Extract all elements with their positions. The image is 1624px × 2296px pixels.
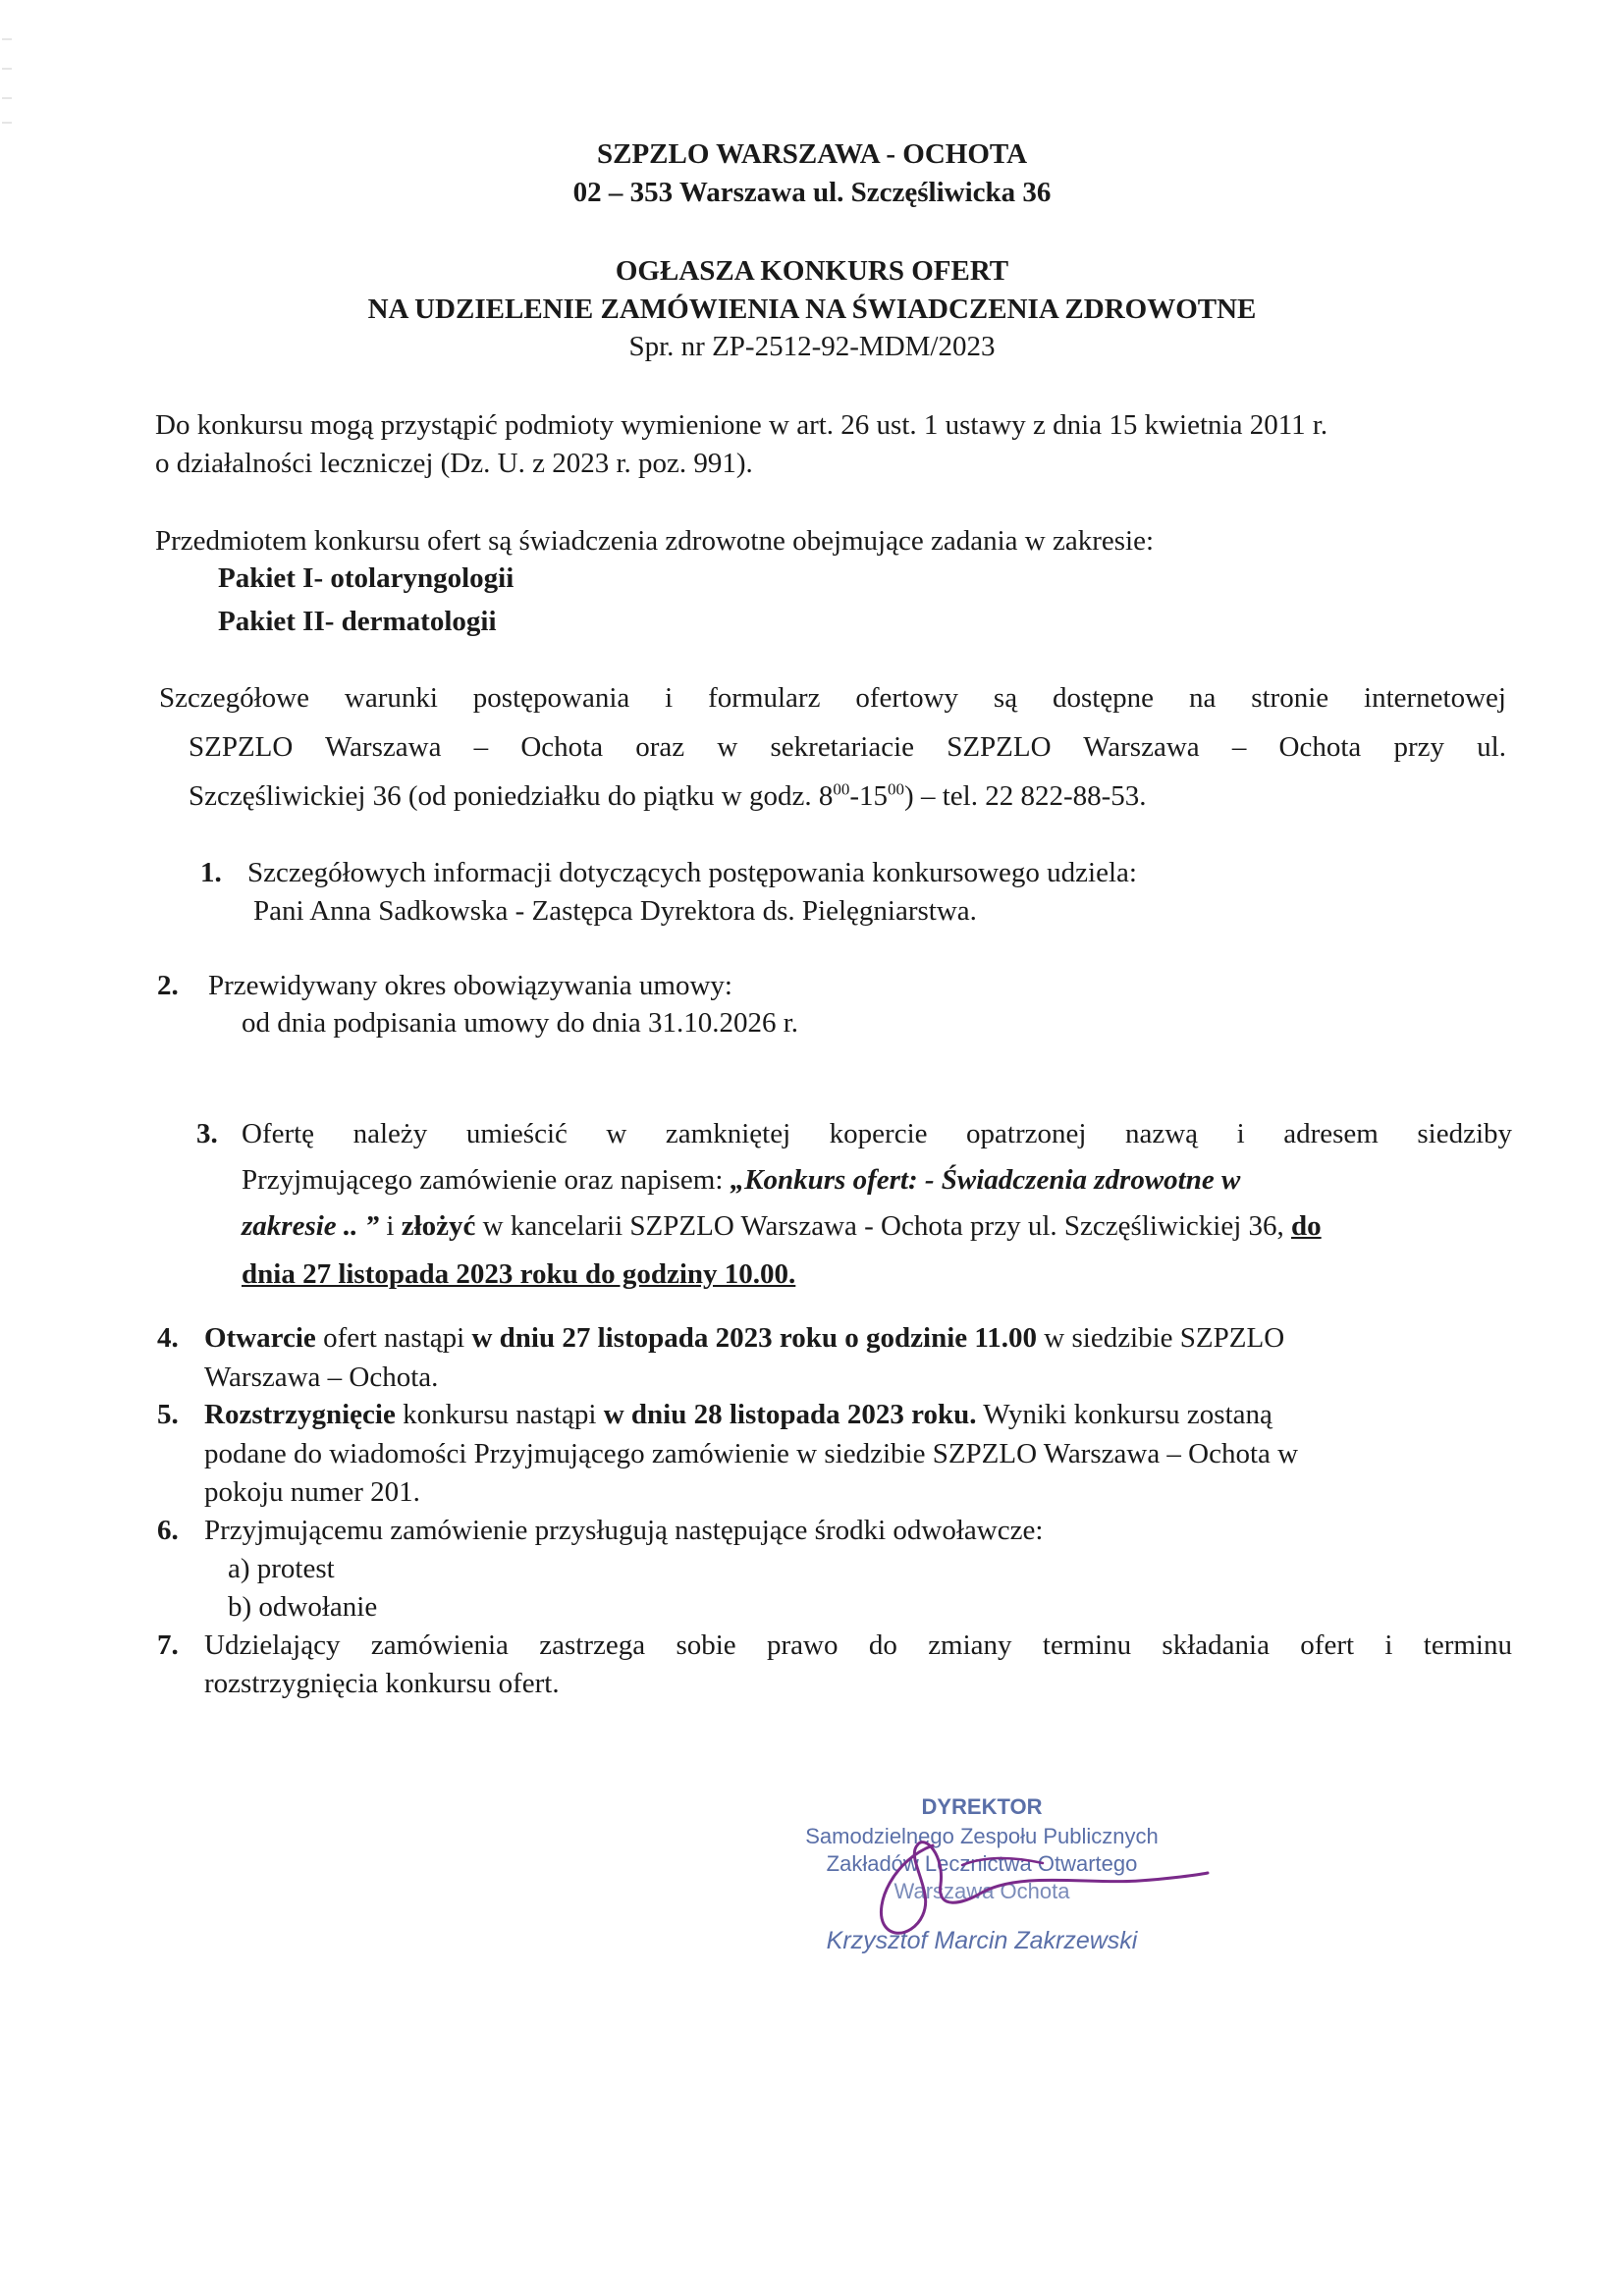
stamp-title: DYREKTOR: [921, 1794, 1043, 1819]
item-5-line-2: podane do wiadomości Przyjmującego zamówienie w siedzibie SZPZLO Warszawa – Ochota w: [204, 1438, 1299, 1469]
intro-line-1: Do konkursu mogą przystąpić podmioty wymienione w art. 26 ust. 1 ustawy z dnia 15 kwietnia 2011 r.: [155, 409, 1328, 441]
item-2-line-2: od dnia podpisania umowy do dnia 31.10.2026 r.: [242, 1007, 799, 1039]
conditions-line-2: SZPZLO Warszawa – Ochota oraz w sekretariacie SZPZLO Warszawa – Ochota przy ul.: [189, 731, 1506, 763]
item-6-line-1: Przyjmującemu zamówienie przysługują następujące środki odwoławcze:: [204, 1515, 1044, 1546]
conditions-line-1: Szczegółowe warunki postępowania i formularz ofertowy są dostępne na stronie internetowej: [159, 682, 1506, 714]
item-4-line-2: Warszawa – Ochota.: [204, 1362, 439, 1393]
item-4-line-1: Otwarcie ofert nastąpi w dniu 27 listopada 2023 roku o godzinie 11.00 w siedzibie SZPZLO: [204, 1322, 1285, 1354]
org-name: SZPZLO WARSZAWA - OCHOTA: [596, 138, 1028, 170]
item-6-option-a: a) protest: [228, 1553, 335, 1584]
pakiet-1: Pakiet I- otolaryngologii: [218, 562, 514, 594]
item-5-line-1: Rozstrzygnięcie konkursu nastąpi w dniu 28 listopada 2023 roku. Wyniki konkursu zostaną: [204, 1399, 1272, 1430]
item-7-line-2: rozstrzygnięcia konkursu ofert.: [204, 1668, 560, 1699]
item-3-line-3: zakresie .. ” i złożyć w kancelarii SZPZLO Warszawa - Ochota przy ul. Szczęśliwickiej 36, do: [242, 1210, 1322, 1242]
conditions-line-3: Szczęśliwickiej 36 (od poniedziałku do piątku w godz. $8^{00}-15^{00}$) – tel. 22 822-88-53.: [189, 779, 1147, 812]
item-7-line-1: Udzielający zamówienia zastrzega sobie prawo do zmiany terminu składania ofert i terminu: [204, 1629, 1512, 1661]
item-1-line-1: Szczegółowych informacji dotyczących postępowania konkursowego udziela:: [247, 857, 1137, 888]
item-3-line-2: Przyjmującego zamówienie oraz napisem: „Konkurs ofert: - Świadczenia zdrowotne w: [242, 1164, 1241, 1196]
stamp-line-1: Samodzielnego Zespołu Publicznych: [805, 1824, 1159, 1848]
item-5-line-3: pokoju numer 201.: [204, 1476, 420, 1508]
pakiet-2: Pakiet II- dermatologii: [218, 606, 497, 637]
item-2-number: 2.: [157, 970, 179, 1001]
stamp-line-2: Zakładów Lecznictwa Otwartego: [826, 1851, 1138, 1876]
item-1-number: 1.: [200, 857, 222, 888]
item-6-option-b: b) odwołanie: [228, 1591, 378, 1623]
item-3-deadline: dnia 27 listopada 2023 roku do godziny 10.00.: [242, 1258, 796, 1290]
item-1-line-2: Pani Anna Sadkowska - Zastępca Dyrektora ds. Pielęgniarstwa.: [253, 895, 977, 927]
announce-title: OGŁASZA KONKURS OFERT: [615, 255, 1009, 287]
handwritten-signature: [815, 1816, 1227, 1953]
item-3-line-1: Ofertę należy umieścić w zamkniętej kopercie opatrzonej nazwą i adresem siedziby: [242, 1118, 1512, 1149]
item-4-number: 4.: [157, 1322, 179, 1354]
item-3-number: 3.: [196, 1118, 218, 1149]
intro-line-2: o działalności leczniczej (Dz. U. z 2023 r. poz. 991).: [155, 448, 753, 479]
item-6-number: 6.: [157, 1515, 179, 1546]
announce-subtitle: NA UDZIELENIE ZAMÓWIENIA NA ŚWIADCZENIA ZDROWOTNE: [367, 294, 1257, 325]
stamp-signatory-name: Krzysztof Marcin Zakrzewski: [826, 1927, 1138, 1954]
stamp-line-3: Warszawa Ochota: [893, 1879, 1070, 1903]
item-7-number: 7.: [157, 1629, 179, 1661]
subject-line: Przedmiotem konkursu ofert są świadczenia zdrowotne obejmujące zadania w zakresie:: [155, 525, 1155, 557]
item-2-line-1: Przewidywany okres obowiązywania umowy:: [208, 970, 732, 1001]
scan-edge-marks: [0, 0, 14, 137]
case-number: Spr. nr ZP-2512-92-MDM/2023: [628, 331, 996, 362]
org-address: 02 – 353 Warszawa ul. Szczęśliwicka 36: [572, 177, 1052, 208]
item-5-number: 5.: [157, 1399, 179, 1430]
